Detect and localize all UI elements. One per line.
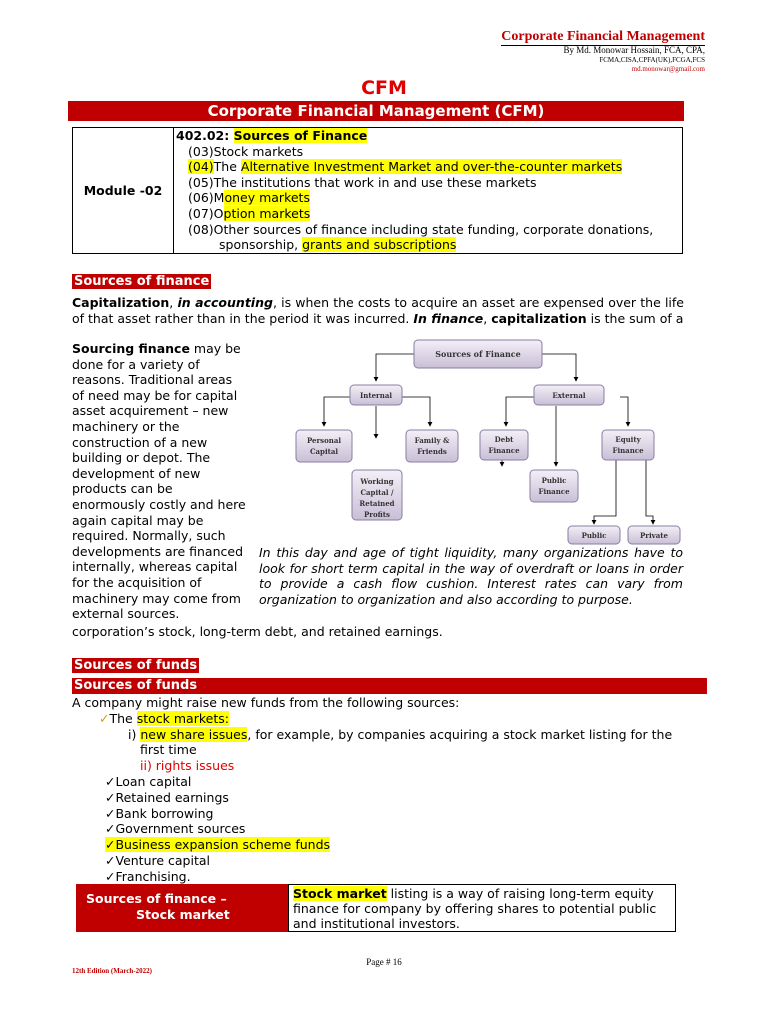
funds-subitem-rights: ii) rights issues bbox=[140, 758, 235, 774]
svg-text:Capital: Capital bbox=[309, 447, 339, 456]
header-title: Corporate Financial Management bbox=[501, 29, 705, 44]
funds-item: ✓Bank borrowing bbox=[105, 805, 214, 821]
svg-text:Public: Public bbox=[581, 531, 607, 540]
svg-text:Profits: Profits bbox=[364, 510, 390, 519]
svg-text:Working: Working bbox=[360, 477, 394, 486]
svg-text:Retained: Retained bbox=[359, 499, 395, 508]
doc-short-title: CFM bbox=[361, 77, 407, 99]
page-number: Page # 16 bbox=[366, 957, 402, 967]
edition-label: 12th Edition (March-2022) bbox=[72, 967, 152, 975]
node-personal-capital bbox=[296, 430, 352, 462]
svg-text:Finance: Finance bbox=[488, 446, 520, 455]
stock-market-description: Stock market listing is a way of raising long-term equity finance for company by offering shares to potential public and institutional investors. bbox=[288, 884, 676, 932]
funds-item: ✓Retained earnings bbox=[105, 789, 229, 805]
svg-text:Personal: Personal bbox=[306, 436, 342, 445]
node-sources-of-finance bbox=[414, 340, 542, 368]
svg-text:Internal: Internal bbox=[359, 391, 393, 400]
funds-item: ✓Venture capital bbox=[105, 852, 211, 868]
module-item: (08)Other sources of finance including state funding, corporate donations, bbox=[188, 221, 654, 237]
section-heading-sources-funds: Sources of funds bbox=[74, 658, 198, 673]
header-qualifications: FCMA,CISA,CPFA(UK),FCGA,FCS bbox=[599, 56, 705, 64]
svg-text:Private: Private bbox=[640, 531, 668, 540]
node-debt-finance bbox=[480, 430, 528, 460]
funds-subitem-continued: first time bbox=[140, 742, 197, 758]
node-private bbox=[628, 526, 680, 544]
funds-list bbox=[72, 695, 692, 885]
module-item: (06)Money markets bbox=[188, 190, 310, 206]
module-item: (03)Stock markets bbox=[188, 143, 304, 159]
node-equity-finance bbox=[602, 430, 654, 460]
module-item-continued: sponsorship, grants and subscriptions bbox=[219, 237, 457, 253]
check-icon: ✓ bbox=[105, 852, 116, 868]
svg-text:Family &: Family & bbox=[414, 436, 450, 445]
module-label: Module -02 bbox=[73, 128, 174, 253]
funds-item-stock-markets: ✓The stock markets: bbox=[99, 710, 229, 726]
sources-funds-band: Sources of funds bbox=[72, 678, 707, 694]
svg-text:Public: Public bbox=[541, 476, 567, 485]
section-heading-sources-finance: Sources of finance bbox=[74, 274, 210, 289]
funds-intro: A company might raise new funds from the following sources: bbox=[72, 695, 460, 710]
funds-subitem-new-shares: i) new share issues, for example, by companies acquiring a stock market listing for the bbox=[128, 726, 673, 742]
module-heading: 402.02: Sources of Finance bbox=[176, 128, 368, 143]
svg-text:Capital /: Capital / bbox=[360, 488, 394, 497]
capitalization-continued: corporation’s stock, long-term debt, and retained earnings. bbox=[72, 624, 443, 639]
stock-market-table bbox=[76, 884, 676, 932]
funds-item: ✓Loan capital bbox=[105, 773, 192, 789]
check-icon: ✓ bbox=[105, 773, 116, 789]
sourcing-finance-paragraph: Sourcing finance may be done for a variety of reasons. Traditional areas of need may be for capital asset acquirement – new machinery or the construction of a new building or depot. The development of new products can be enormously costly and here again capital may be required. Normally, such developments are financed internally, whereas capital for the acquisition of machinery may come from external sources. bbox=[72, 341, 246, 622]
node-working-capital bbox=[352, 470, 402, 520]
stock-market-label: Sources of finance – Stock market bbox=[76, 884, 288, 932]
module-table bbox=[72, 127, 683, 254]
check-icon: ✓ bbox=[105, 789, 116, 805]
capitalization-paragraph: Capitalization, in accounting, is when the costs to acquire an asset are expensed over the life of that asset rather than in the period it was incurred. In finance, capitalization is the sum of a bbox=[72, 295, 684, 326]
header-author: By Md. Monowar Hossain, FCA, CPA, bbox=[563, 45, 705, 55]
svg-text:Finance: Finance bbox=[538, 487, 570, 496]
sources-of-finance-diagram bbox=[290, 336, 690, 546]
node-family-friends bbox=[406, 430, 458, 462]
module-item: (04)The Alternative Investment Market and over-the-counter markets bbox=[188, 159, 623, 175]
module-content bbox=[176, 128, 676, 253]
check-icon: ✓ bbox=[105, 837, 116, 853]
check-icon: ✓ bbox=[105, 821, 116, 837]
svg-text:Debt: Debt bbox=[494, 435, 514, 444]
funds-item: ✓Franchising. bbox=[105, 868, 191, 884]
funds-item: ✓Government sources bbox=[105, 821, 246, 837]
node-public-finance bbox=[530, 470, 578, 502]
module-item: (07)Option markets bbox=[188, 205, 311, 221]
node-external bbox=[534, 385, 604, 405]
svg-text:Friends: Friends bbox=[417, 447, 447, 456]
svg-text:External: External bbox=[552, 391, 586, 400]
check-icon: ✓ bbox=[105, 868, 116, 884]
svg-text:Equity: Equity bbox=[615, 435, 641, 444]
svg-text:Sources of Finance: Sources of Finance bbox=[435, 349, 521, 359]
doc-banner: Corporate Financial Management (CFM) bbox=[68, 101, 684, 121]
liquidity-paragraph: In this day and age of tight liquidity, many organizations have to look for short term capital in the way of overdraft or loans in order to provide a cash flow cushion. Interest rates can vary from organization to organization and also according to purpose. bbox=[259, 545, 683, 607]
check-icon: ✓ bbox=[99, 710, 110, 726]
module-item: (05)The institutions that work in and use these markets bbox=[188, 174, 537, 190]
svg-text:Finance: Finance bbox=[612, 446, 644, 455]
header-email: md.monowar@gmail.com bbox=[631, 65, 705, 73]
node-internal bbox=[350, 385, 402, 405]
funds-item-bes: ✓Business expansion scheme funds bbox=[105, 837, 331, 853]
node-public bbox=[568, 526, 620, 544]
check-icon: ✓ bbox=[105, 805, 116, 821]
